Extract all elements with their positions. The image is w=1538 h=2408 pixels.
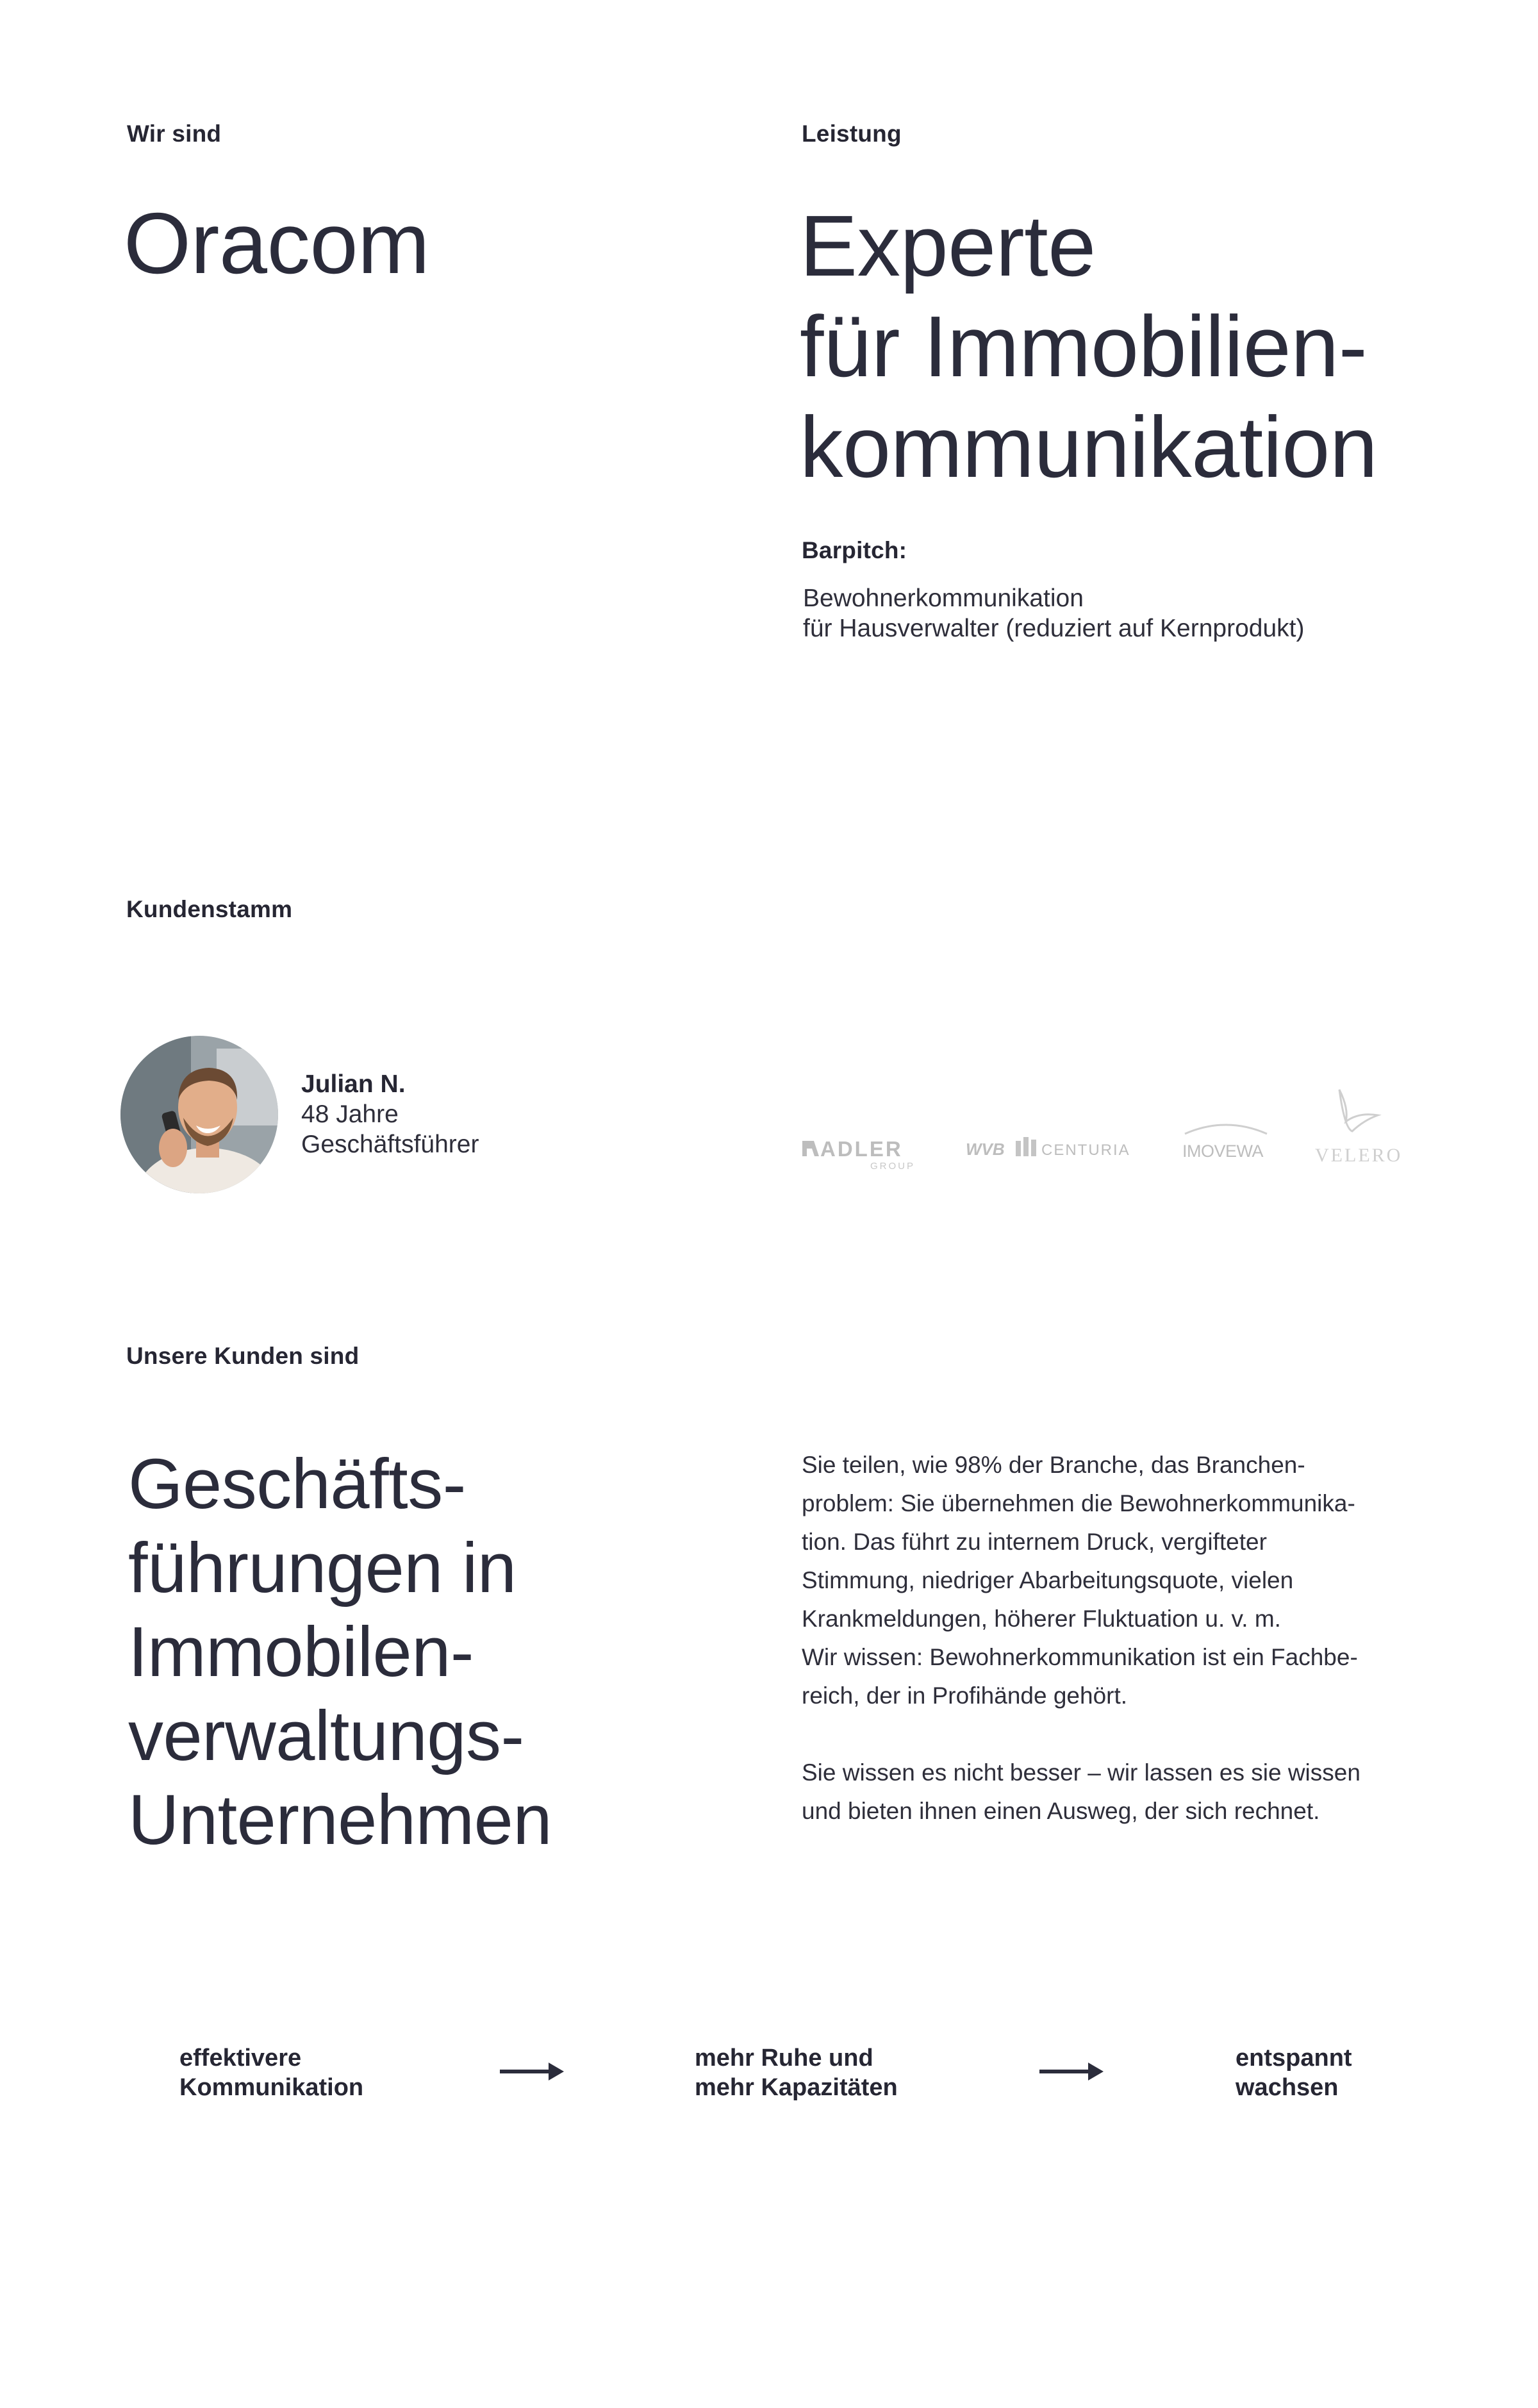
velero-logo <box>1314 1083 1403 1167</box>
kunden-headline-line: verwaltungs- <box>128 1697 524 1775</box>
paragraph-line: und bieten ihnen einen Ausweg, der sich rechnet. <box>802 1798 1320 1824</box>
paragraph-line: Wir wissen: Bewohnerkommunikation ist ein Fachbe- <box>802 1644 1358 1670</box>
paragraph-line: Stimmung, niedriger Abarbeitungsquote, vielen <box>802 1567 1294 1593</box>
centuria-logo-text: CENTURIA <box>1041 1142 1130 1159</box>
paragraph-line: Krankmeldungen, höherer Fluktuation u. v. m. <box>802 1606 1281 1632</box>
service-headline <box>800 195 1505 497</box>
paragraph-line: Sie teilen, wie 98% der Branche, das Branchen- <box>802 1452 1305 1478</box>
flow-step-line: mehr Ruhe und <box>695 2045 873 2072</box>
velero-logo-text: VELERO <box>1315 1145 1403 1166</box>
persona-photo <box>120 1036 278 1193</box>
barpitch-label: Barpitch: <box>802 537 907 563</box>
flow-step-1 <box>179 2043 363 2102</box>
flow-step-line: Kommunikation <box>179 2074 364 2101</box>
kunden-headline-line: Geschäfts- <box>128 1445 466 1524</box>
flow-step-line: wachsen <box>1236 2074 1339 2101</box>
wvb-logo-text: WVB <box>966 1140 1005 1159</box>
leistung-label: Leistung <box>802 120 902 147</box>
kunden-headline-line: Unternehmen <box>128 1781 552 1859</box>
headline-line: kommunikation <box>800 399 1378 495</box>
flow-step-line: entspannt <box>1236 2045 1352 2072</box>
persona-info <box>301 1069 479 1159</box>
paragraph-line: reich, der in Profihände gehört. <box>802 1682 1128 1709</box>
barpitch-line: Bewohnerkommunikation <box>803 585 1084 612</box>
kundenstamm-label: Kundenstamm <box>126 896 293 922</box>
kunden-headline-line: führungen in <box>128 1529 517 1607</box>
kunden-label: Unsere Kunden sind <box>126 1343 360 1369</box>
persona-age: 48 Jahre <box>301 1100 399 1128</box>
adler-logo-subtext: GROUP <box>870 1161 916 1172</box>
adler-group-logo <box>801 1134 923 1173</box>
paragraph-line: problem: Sie übernehmen die Bewohnerkommunika- <box>802 1490 1355 1516</box>
kunden-paragraph <box>802 1446 1443 1831</box>
headline-line: Experte <box>800 197 1096 294</box>
kunden-headline <box>128 1442 769 1862</box>
flow-step-line: mehr Kapazitäten <box>695 2074 898 2101</box>
company-name: Oracom <box>124 195 430 292</box>
flow-step-2 <box>695 2043 898 2102</box>
persona-role: Geschäftsführer <box>301 1131 479 1158</box>
arrow-right-icon <box>1039 2059 1104 2084</box>
kunden-headline-line: Immobilen- <box>128 1613 474 1691</box>
adler-logo-text: ADLER <box>820 1137 903 1161</box>
flow-step-3 <box>1236 2043 1352 2102</box>
barpitch-line: für Hausverwalter (reduziert auf Kernprodukt) <box>803 615 1305 642</box>
flow-step-line: effektivere <box>179 2045 302 2072</box>
barpitch-text <box>803 583 1444 644</box>
arrow-right-icon <box>500 2059 564 2084</box>
paragraph-line: Sie wissen es nicht besser – wir lassen es sie wissen <box>802 1759 1360 1786</box>
avatar <box>120 1036 278 1193</box>
wvb-centuria-logo <box>966 1132 1134 1164</box>
imovewa-logo <box>1181 1112 1271 1163</box>
wir-sind-label: Wir sind <box>127 120 222 147</box>
paragraph-line: tion. Das führt zu internem Druck, vergifteter <box>802 1529 1267 1555</box>
paragraph-spacer <box>802 1715 1443 1754</box>
imovewa-logo-text: IMOVEWA <box>1182 1142 1264 1161</box>
persona-name: Julian N. <box>301 1070 406 1098</box>
headline-line: für Immobilien- <box>800 298 1368 395</box>
